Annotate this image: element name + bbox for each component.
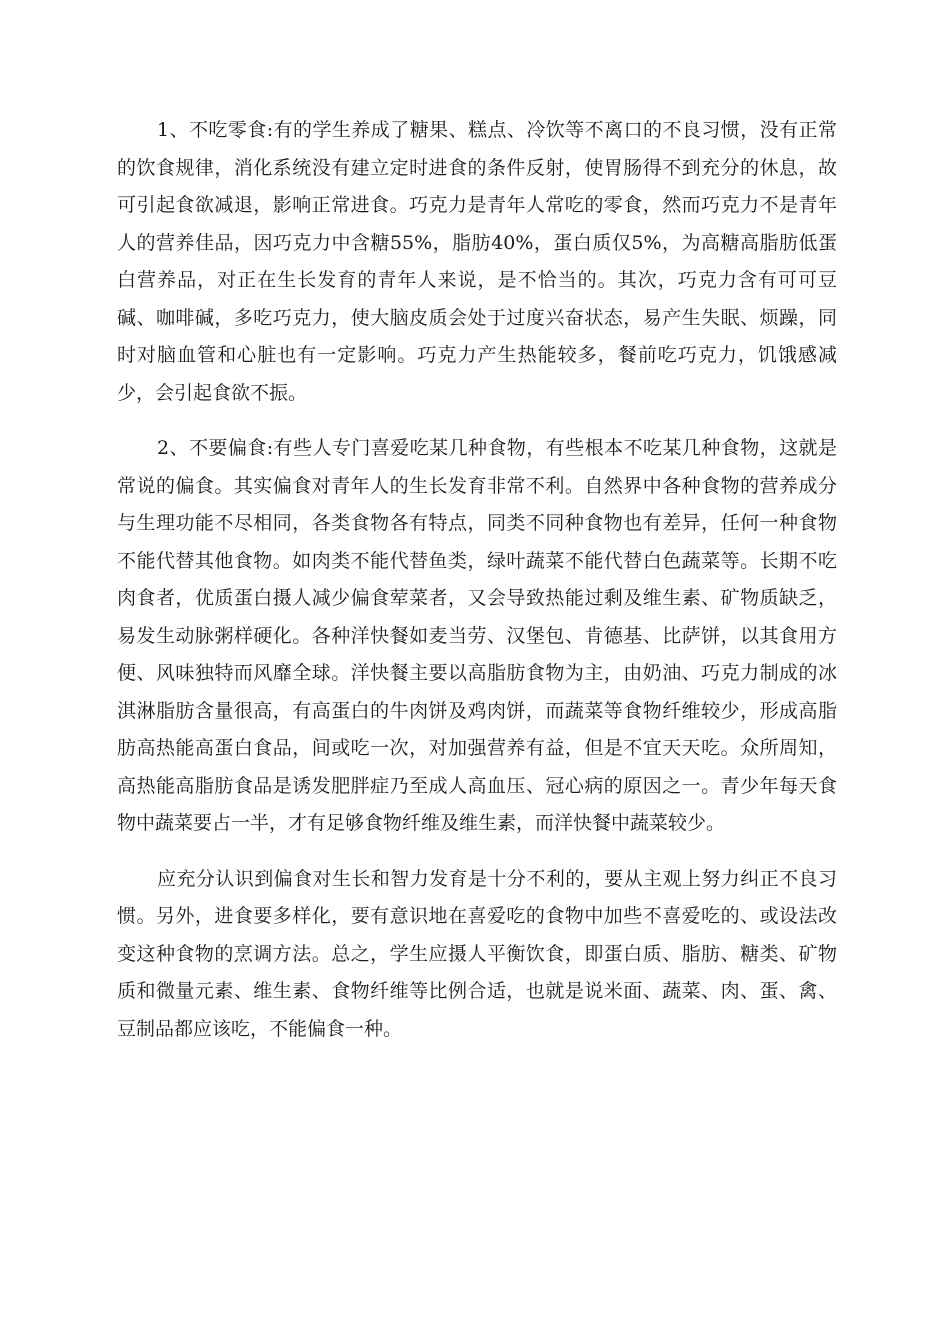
paragraph-conclusion: 应充分认识到偏食对生长和智力发育是十分不利的，要从主观上努力纠正不良习惯。另外，进食要多样化，要有意识地在喜爱吃的食物中加些不喜爱吃的、或设法改变这种食物的烹调方法。总之，学生应摄人平衡饮食，即蛋白质、脂肪、糖类、矿物质和微量元素、维生素、食物纤维等比例合适，也就是说米面、蔬菜、肉、蛋、禽、豆制品都应该吃，不能偏食一种。	[117, 867, 837, 1040]
paragraph-no-snacks: 1、不吃零食:有的学生养成了糖果、糕点、冷饮等不离口的不良习惯，没有正常的饮食规律，消化系统没有建立定时进食的条件反射，使胃肠得不到充分的休息，故可引起食欲减退，影响正常进食。巧克力是青年人常吃的零食，然而巧克力不是青年人的营养佳品，因巧克力中含糖55%，脂肪40%，蛋白质仅5%，为高糖高脂肪低蛋白营养品，对正在生长发育的青年人来说，是不恰当的。其次，巧克力含有可可豆碱、咖啡碱，多吃巧克力，使大脑皮质会处于过度兴奋状态，易产生失眠、烦躁，同时对脑血管和心脏也有一定影响。巧克力产生热能较多，餐前吃巧克力，饥饿感减少，会引起食欲不振。	[117, 119, 837, 404]
paragraph-no-picky-eating: 2、不要偏食:有些人专门喜爱吃某几种食物，有些根本不吃某几种食物，这就是常说的偏食。其实偏食对青年人的生长发育非常不利。自然界中各种食物的营养成分与生理功能不尽相同，各类食物各有特点，同类不同种食物也有差异，任何一种食物不能代替其他食物。如肉类不能代替鱼类，绿叶蔬菜不能代替白色蔬菜等。长期不吃肉食者，优质蛋白摄人减少偏食荤菜者，又会导致热能过剩及维生素、矿物质缺乏，易发生动脉粥样硬化。各种洋快餐如麦当劳、汉堡包、肯德基、比萨饼，以其食用方便、风味独特而风靡全球。洋快餐主要以高脂肪食物为主，由奶油、巧克力制成的冰淇淋脂肪含量很高，有高蛋白的牛肉饼及鸡肉饼，而蔬菜等食物纤维较少，形成高脂肪高热能高蛋白食品，间或吃一次，对加强营养有益，但是不宜天天吃。众所周知，高热能高脂肪食品是诱发肥胖症乃至成人高血压、冠心病的原因之一。青少年每天食物中蔬菜要占一半，才有足够食物纤维及维生素，而洋快餐中蔬菜较少。	[117, 437, 837, 834]
document-body	[117, 112, 837, 1066]
